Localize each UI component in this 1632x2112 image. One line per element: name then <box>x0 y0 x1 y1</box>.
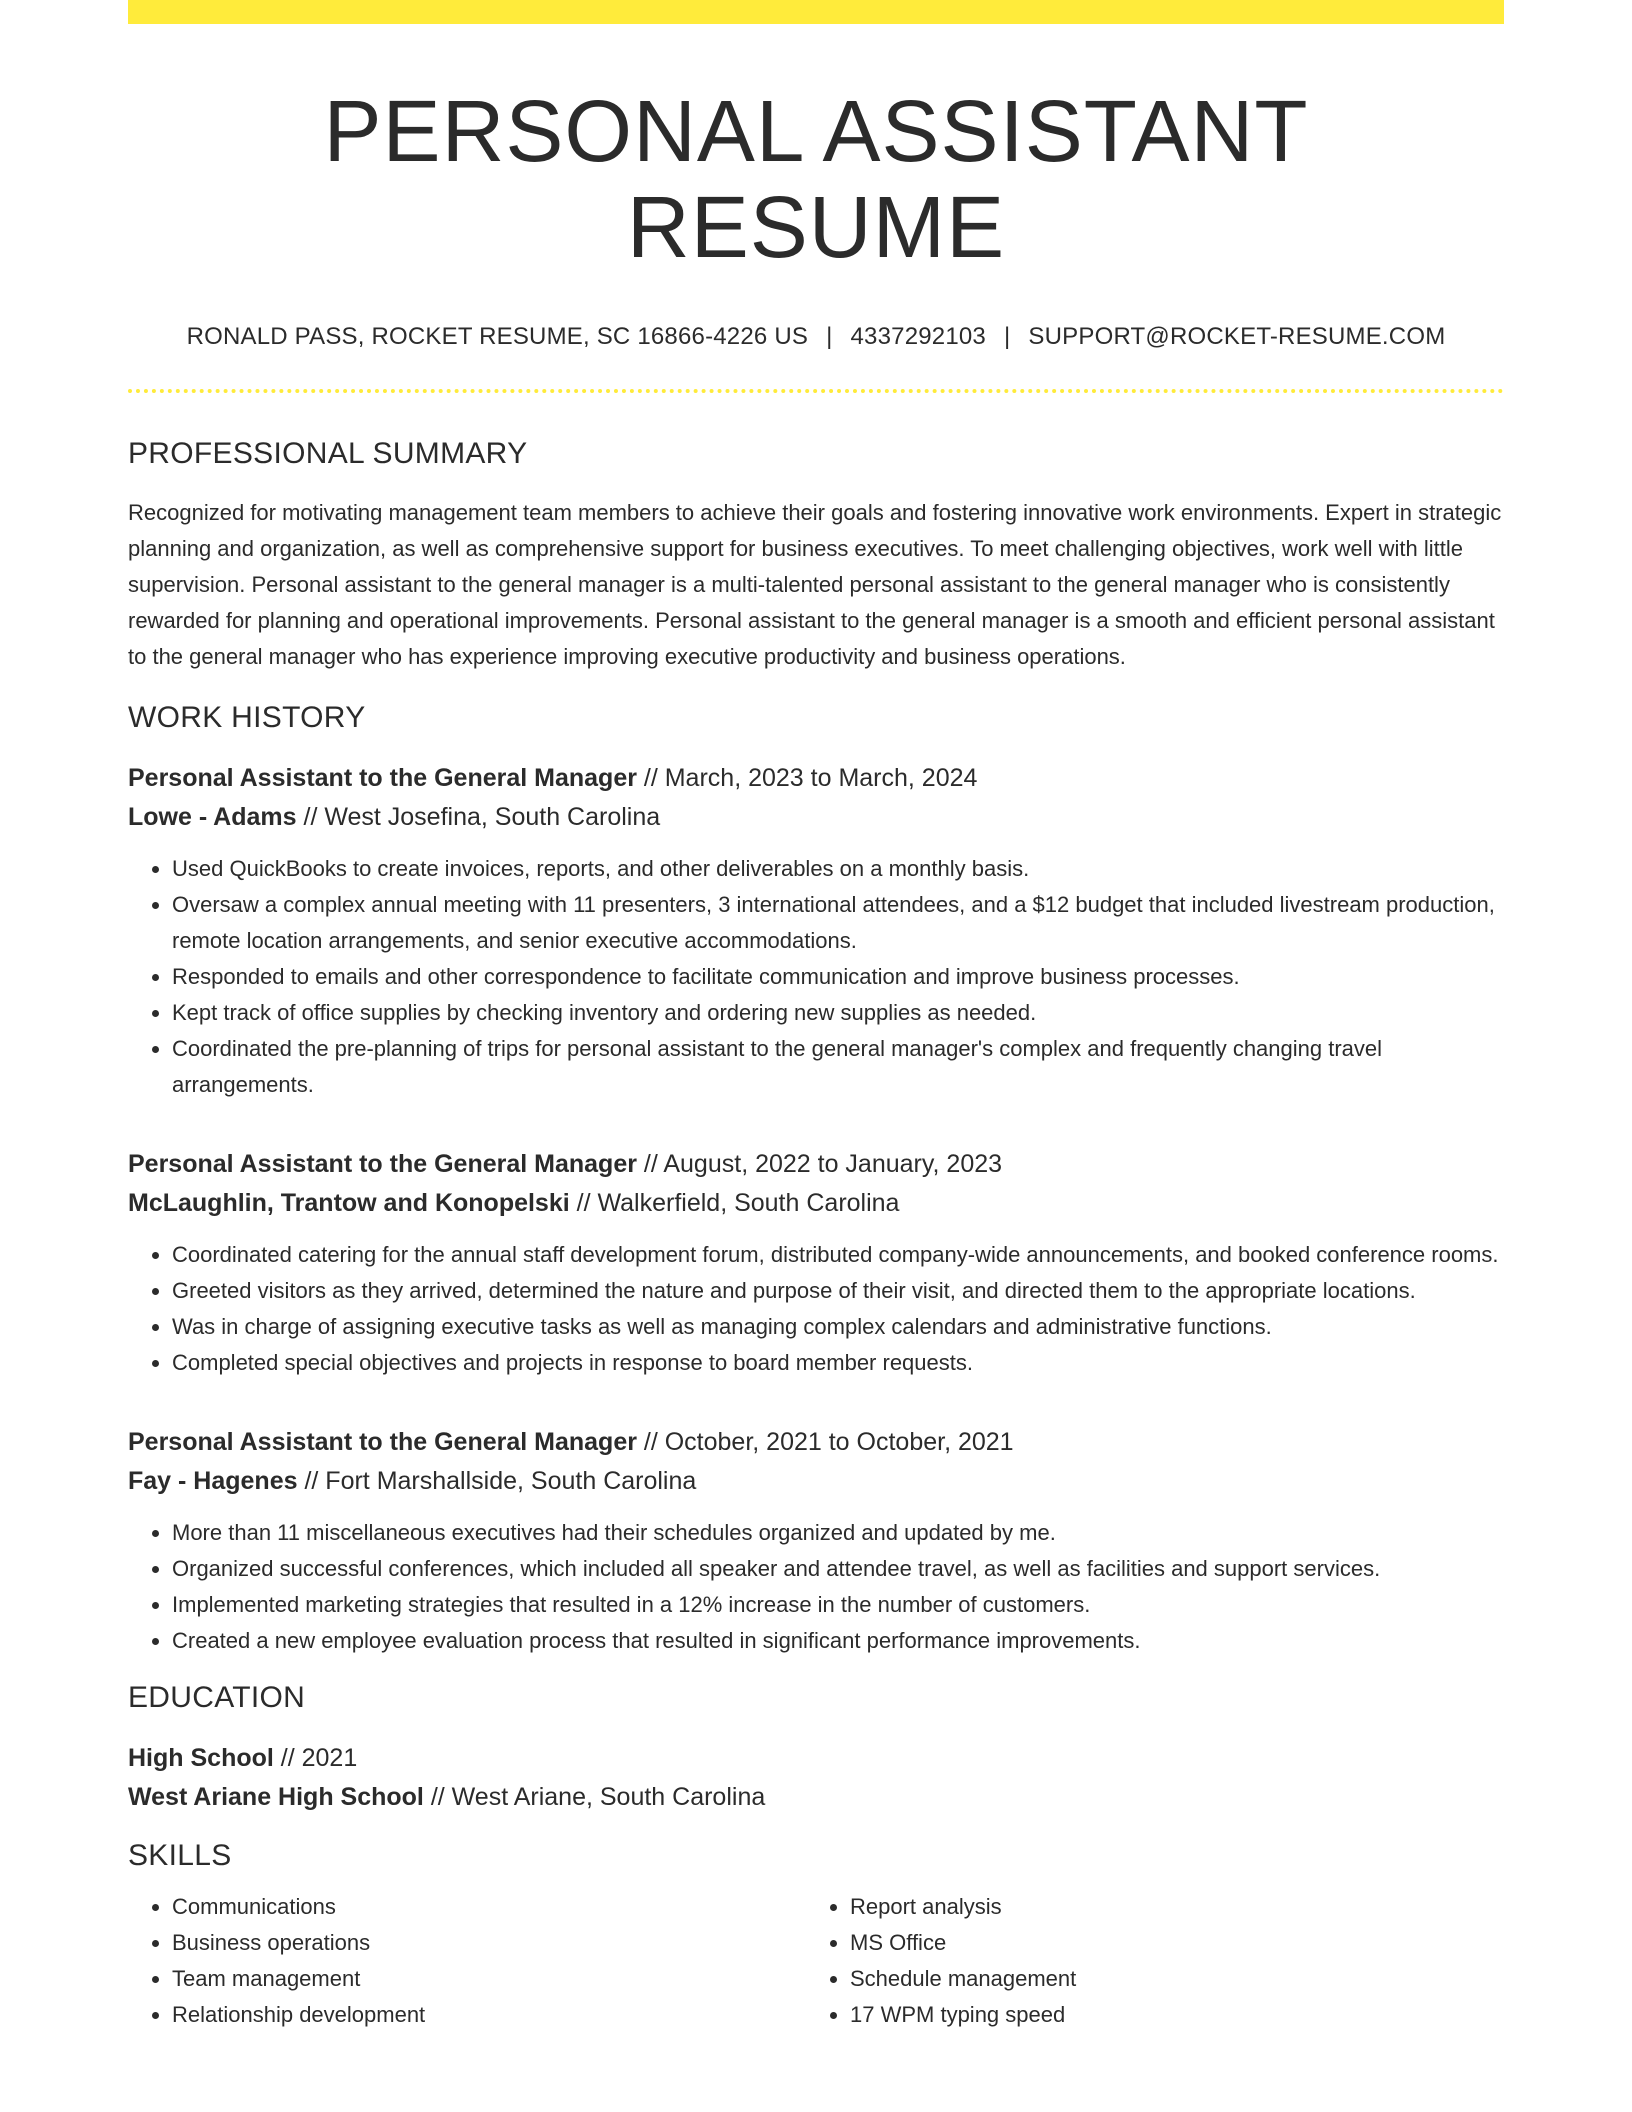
education-degree: High School <box>128 1744 274 1773</box>
list-item: • Implemented marketing strategies that resulted in a 12% increase in the number of customers. <box>172 1587 1504 1623</box>
skills-column-right <box>806 1889 1450 2033</box>
skills-column-left <box>128 1889 806 2033</box>
education-entry <box>128 1739 1504 1817</box>
job-company: Fay - Hagenes <box>128 1467 298 1496</box>
summary-text: Recognized for motivating management team members to achieve their goals and fostering innovative work environments. Expert in strategic planning and organization, as well as comprehensive support for business executives. To meet challenging objectives, work well with little supervision. Personal assistant to the general manager is a multi-talented personal assistant to the general manager who is consistently rewarded for planning and operational improvements. Personal assistant to the general manager is a smooth and efficient personal assistant to the general manager who has experience improving executive productivity and business operations. <box>128 500 1502 670</box>
job-bullets <box>128 1237 1504 1381</box>
education-school: West Ariane High School <box>128 1783 424 1812</box>
education-school-line <box>128 1778 1504 1817</box>
job-entry <box>128 1145 1504 1381</box>
resume-page <box>128 0 1504 2033</box>
job-title-line <box>128 1145 1504 1184</box>
list-item: • Greeted visitors as they arrived, determined the nature and purpose of their visit, and directed them to the appropriate locations. <box>172 1273 1504 1309</box>
job-company-line <box>128 1462 1504 1501</box>
job-title: Personal Assistant to the General Manager <box>128 1428 637 1457</box>
job-company: McLaughlin, Trantow and Konopelski <box>128 1189 570 1218</box>
list-item: • More than 11 miscellaneous executives had their schedules organized and updated by me. <box>172 1515 1504 1551</box>
contact-address: RONALD PASS, ROCKET RESUME, SC 16866-4226 US <box>186 323 809 351</box>
list-item: • Responded to emails and other correspondence to facilitate communication and improve business processes. <box>172 959 1504 995</box>
job-title: Personal Assistant to the General Manager <box>128 764 637 793</box>
job-company-line <box>128 798 1504 837</box>
job-bullets <box>128 851 1504 1103</box>
job-bullets <box>128 1515 1504 1659</box>
job-location: // Walkerfield, South Carolina <box>569 1189 900 1218</box>
list-item: • Communications <box>172 1889 806 1925</box>
job-title-line <box>128 1423 1504 1462</box>
contact-separator: | <box>1003 323 1011 351</box>
top-accent-bar <box>128 0 1504 24</box>
education-year: // 2021 <box>273 1744 358 1773</box>
job-company-line <box>128 1184 1504 1223</box>
list-item: • Business operations <box>172 1925 806 1961</box>
job-location: // Fort Marshallside, South Carolina <box>297 1467 697 1496</box>
list-item: • Team management <box>172 1961 806 1997</box>
job-entry <box>128 1423 1504 1659</box>
list-item: • Schedule management <box>850 1961 1450 1997</box>
list-item: • Completed special objectives and projects in response to board member requests. <box>172 1345 1504 1381</box>
list-item: • Was in charge of assigning executive tasks as well as managing complex calendars and administrative functions. <box>172 1309 1504 1345</box>
list-item: • Coordinated the pre-planning of trips for personal assistant to the general manager's complex and frequently changing travel arrangements. <box>172 1031 1504 1103</box>
list-item: • Created a new employee evaluation process that resulted in significant performance improvements. <box>172 1623 1504 1659</box>
summary-heading: PROFESSIONAL SUMMARY <box>128 437 528 471</box>
contact-email: SUPPORT@ROCKET-RESUME.COM <box>1028 323 1446 351</box>
list-item: • Report analysis <box>850 1889 1450 1925</box>
contact-separator: | <box>826 323 833 351</box>
job-dates: // October, 2021 to October, 2021 <box>636 1428 1014 1457</box>
list-item: • Relationship development <box>172 1997 806 2033</box>
list-item: • Used QuickBooks to create invoices, reports, and other deliverables on a monthly basis. <box>172 851 1504 887</box>
list-item: • Coordinated catering for the annual staff development forum, distributed company-wide announcements, and booked conference rooms. <box>172 1237 1504 1273</box>
job-title-line <box>128 759 1504 798</box>
education-location: // West Ariane, South Carolina <box>423 1783 766 1812</box>
education-degree-line <box>128 1739 1504 1778</box>
job-dates: // August, 2022 to January, 2023 <box>636 1150 1003 1179</box>
job-company: Lowe - Adams <box>128 803 297 832</box>
job-dates: // March, 2023 to March, 2024 <box>636 764 978 793</box>
list-item: • Kept track of office supplies by checking inventory and ordering new supplies as needed. <box>172 995 1504 1031</box>
job-location: // West Josefina, South Carolina <box>296 803 661 832</box>
list-item: • Organized successful conferences, which included all speaker and attendee travel, as well as facilities and support services. <box>172 1551 1504 1587</box>
education-heading: EDUCATION <box>128 1681 306 1715</box>
resume-title: PERSONAL ASSISTANT RESUME <box>323 83 1309 276</box>
contact-line <box>128 323 1504 351</box>
skills-heading: SKILLS <box>128 1839 232 1873</box>
work-history-heading: WORK HISTORY <box>128 701 366 735</box>
list-item: • Oversaw a complex annual meeting with 11 presenters, 3 international attendees, and a $12 budget that included livestream production, remote location arrangements, and senior executive accommodations. <box>172 887 1504 959</box>
job-title: Personal Assistant to the General Manager <box>128 1150 637 1179</box>
job-entry <box>128 759 1504 1103</box>
dotted-divider <box>128 389 1504 393</box>
list-item: • 17 WPM typing speed <box>850 1997 1450 2033</box>
contact-phone: 4337292103 <box>850 323 986 351</box>
list-item: • MS Office <box>850 1925 1450 1961</box>
skills-list <box>128 1889 1504 2033</box>
